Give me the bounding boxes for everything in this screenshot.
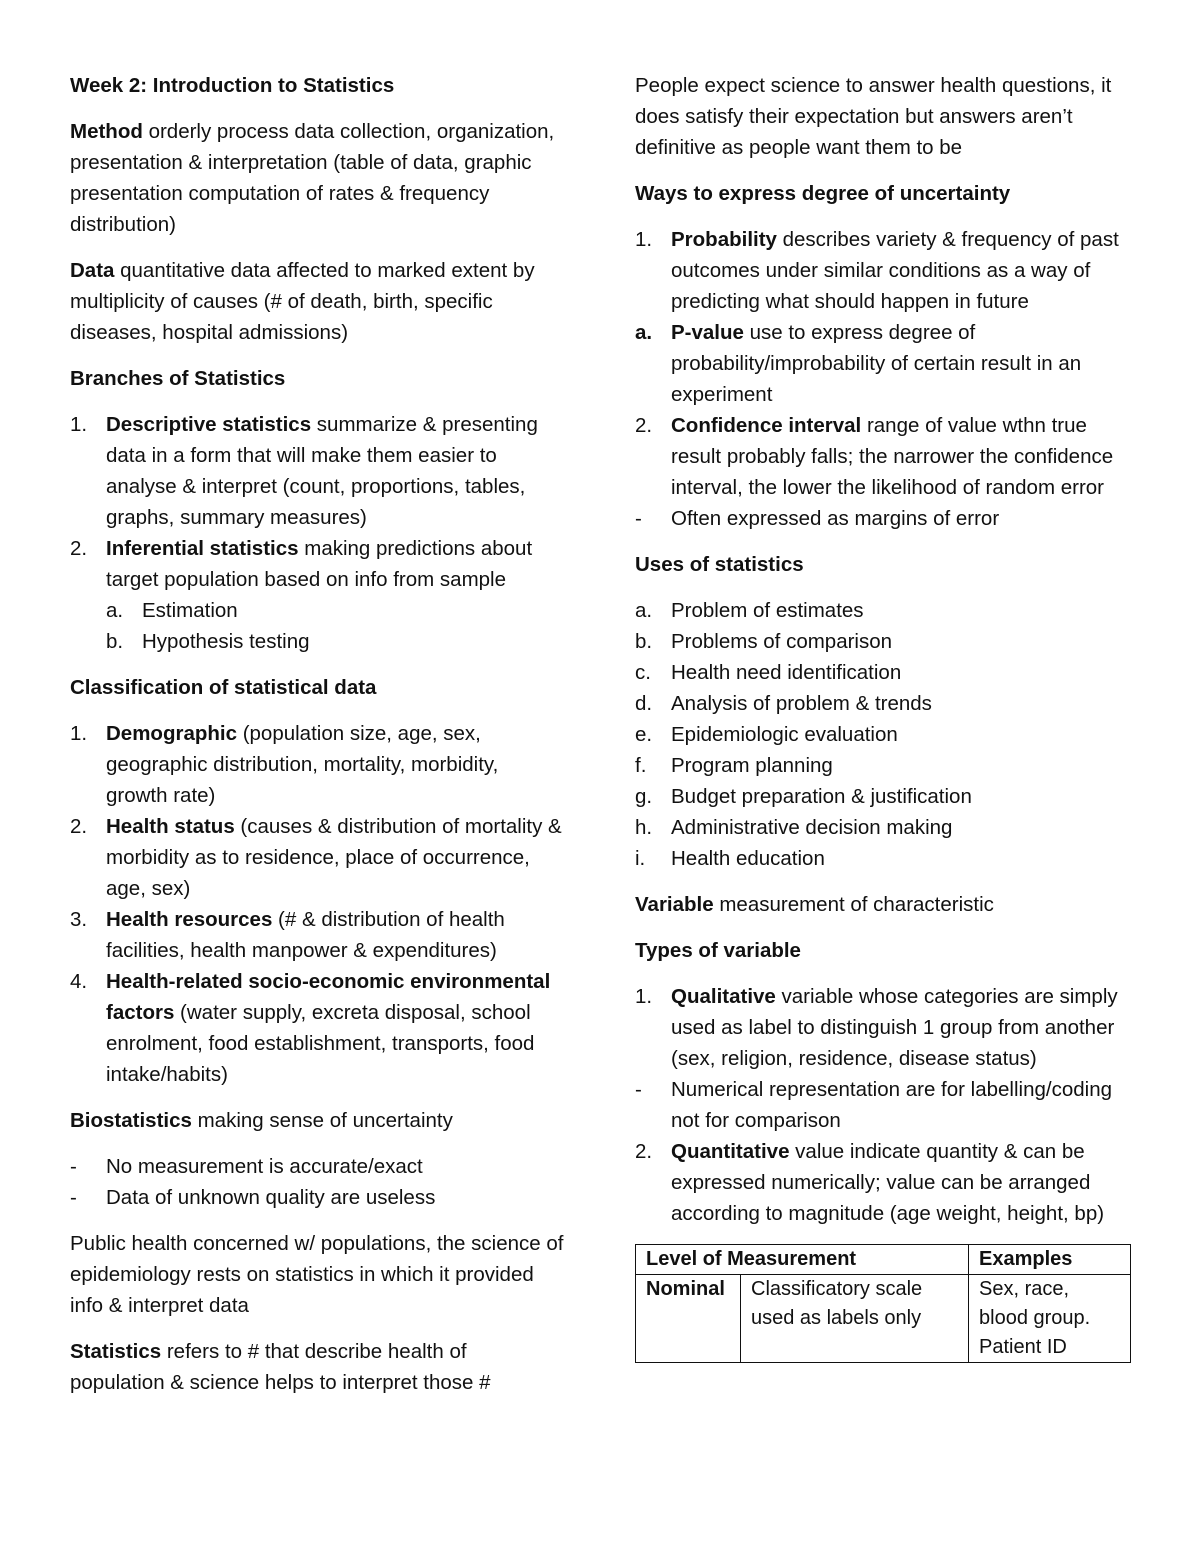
list-item: i. Health education (635, 847, 825, 870)
list-item: b. Problems of comparison (635, 630, 893, 653)
biostatistics-list (70, 1151, 565, 1213)
classification-list (70, 718, 565, 1090)
biostatistics-paragraph: Biostatistics making sense of uncertainty (70, 1109, 453, 1132)
list-item: d. Analysis of problem & trends (635, 692, 932, 715)
table-cell-examples: Sex, race, blood group. Patient ID (969, 1275, 1131, 1363)
list-item: 1. Descriptive statistics summarize & presenting data in a form that will make them easier to analyse & interpret (count, proportions, tables, graphs, summary measures) (70, 413, 538, 529)
measurement-table (635, 1244, 1131, 1363)
biostatistics-term: Biostatistics (70, 1109, 192, 1132)
list-item: - No measurement is accurate/exact (70, 1155, 423, 1178)
list-item: 2. Confidence interval range of value wthn true result probably falls; the narrower the confidence interval, the lower the likelihood of random error (635, 414, 1114, 499)
uncertainty-list (635, 224, 1135, 534)
list-item: 2. Quantitative value indicate quantity & can be expressed numerically; value can be arranged according to magnitude (age weight, height, bp) (635, 1140, 1105, 1225)
left-column (70, 70, 565, 1413)
table-header-level: Level of Measurement (636, 1245, 969, 1275)
classification-heading: Classification of statistical data (70, 676, 377, 699)
table-cell-description: Classificatory scale used as labels only (741, 1275, 969, 1363)
branches-heading: Branches of Statistics (70, 367, 286, 390)
list-item: a. Estimation (106, 599, 238, 622)
branches-list (70, 409, 565, 657)
list-item: 4. Health-related socio-economic environmental factors (water supply, excreta disposal, school enrolment, food establishment, transports, food intake/habits) (70, 970, 551, 1086)
intro-paragraph: People expect science to answer health questions, it does satisfy their expectation but answers aren’t definitive as people want them to be (635, 74, 1112, 159)
uses-heading: Uses of statistics (635, 553, 804, 576)
list-item: a. P-value use to express degree of probability/improbability of certain result in an experiment (635, 321, 1082, 406)
list-item: e. Epidemiologic evaluation (635, 723, 898, 746)
list-item: - Often expressed as margins of error (635, 507, 1000, 530)
list-item: a. Problem of estimates (635, 599, 864, 622)
list-item: 3. Health resources (# & distribution of health facilities, health manpower & expenditures) (70, 908, 505, 962)
list-item: f. Program planning (635, 754, 833, 777)
table-header-examples: Examples (969, 1245, 1131, 1275)
list-item: 1. Demographic (population size, age, sex, geographic distribution, mortality, morbidity, growth rate) (70, 722, 499, 807)
list-item: - Numerical representation are for labelling/coding not for comparison (635, 1078, 1112, 1132)
list-item: 2. Health status (causes & distribution of mortality & morbidity as to residence, place of occurrence, age, sex) (70, 815, 562, 900)
list-item: - Data of unknown quality are useless (70, 1186, 436, 1209)
variable-term: Variable (635, 893, 714, 916)
list-item: 1. Probability describes variety & frequency of past outcomes under similar conditions as a way of predicting what should happen in future (635, 228, 1119, 313)
list-item: b. Hypothesis testing (106, 630, 310, 653)
list-item: 2. Inferential statistics making predictions about target population based on info from sample a. Estimation b. Hypothesis testing (70, 533, 565, 657)
method-paragraph: Method orderly process data collection, organization, presentation & interpretation (table of data, graphic presentation computation of rates & frequency distribution) (70, 120, 555, 236)
list-item: g. Budget preparation & justification (635, 785, 972, 808)
data-term: Data (70, 259, 115, 282)
statistics-paragraph: Statistics refers to # that describe health of population & science helps to interpret those # (70, 1340, 491, 1394)
table-header-row (636, 1245, 1131, 1275)
public-health-paragraph: Public health concerned w/ populations, the science of epidemiology rests on statistics in which it provided info & interpret data (70, 1232, 564, 1317)
method-term: Method (70, 120, 143, 143)
list-item: h. Administrative decision making (635, 816, 953, 839)
table-cell-level: Nominal (636, 1275, 741, 1363)
list-item: c. Health need identification (635, 661, 902, 684)
data-paragraph: Data quantitative data affected to marked extent by multiplicity of causes (# of death, birth, specific diseases, hospital admissions) (70, 259, 535, 344)
table-row (636, 1275, 1131, 1363)
page-title: Week 2: Introduction to Statistics (70, 74, 395, 97)
types-list (635, 981, 1135, 1229)
list-item: 1. Qualitative variable whose categories are simply used as label to distinguish 1 group from another (sex, religion, residence, disease status) (635, 985, 1118, 1070)
types-heading: Types of variable (635, 939, 801, 962)
variable-paragraph: Variable measurement of characteristic (635, 893, 994, 916)
uses-list (635, 595, 1135, 874)
uncertainty-heading: Ways to express degree of uncertainty (635, 182, 1011, 205)
statistics-term: Statistics (70, 1340, 162, 1363)
inferential-sub-list (106, 595, 565, 657)
right-column (635, 70, 1135, 1363)
